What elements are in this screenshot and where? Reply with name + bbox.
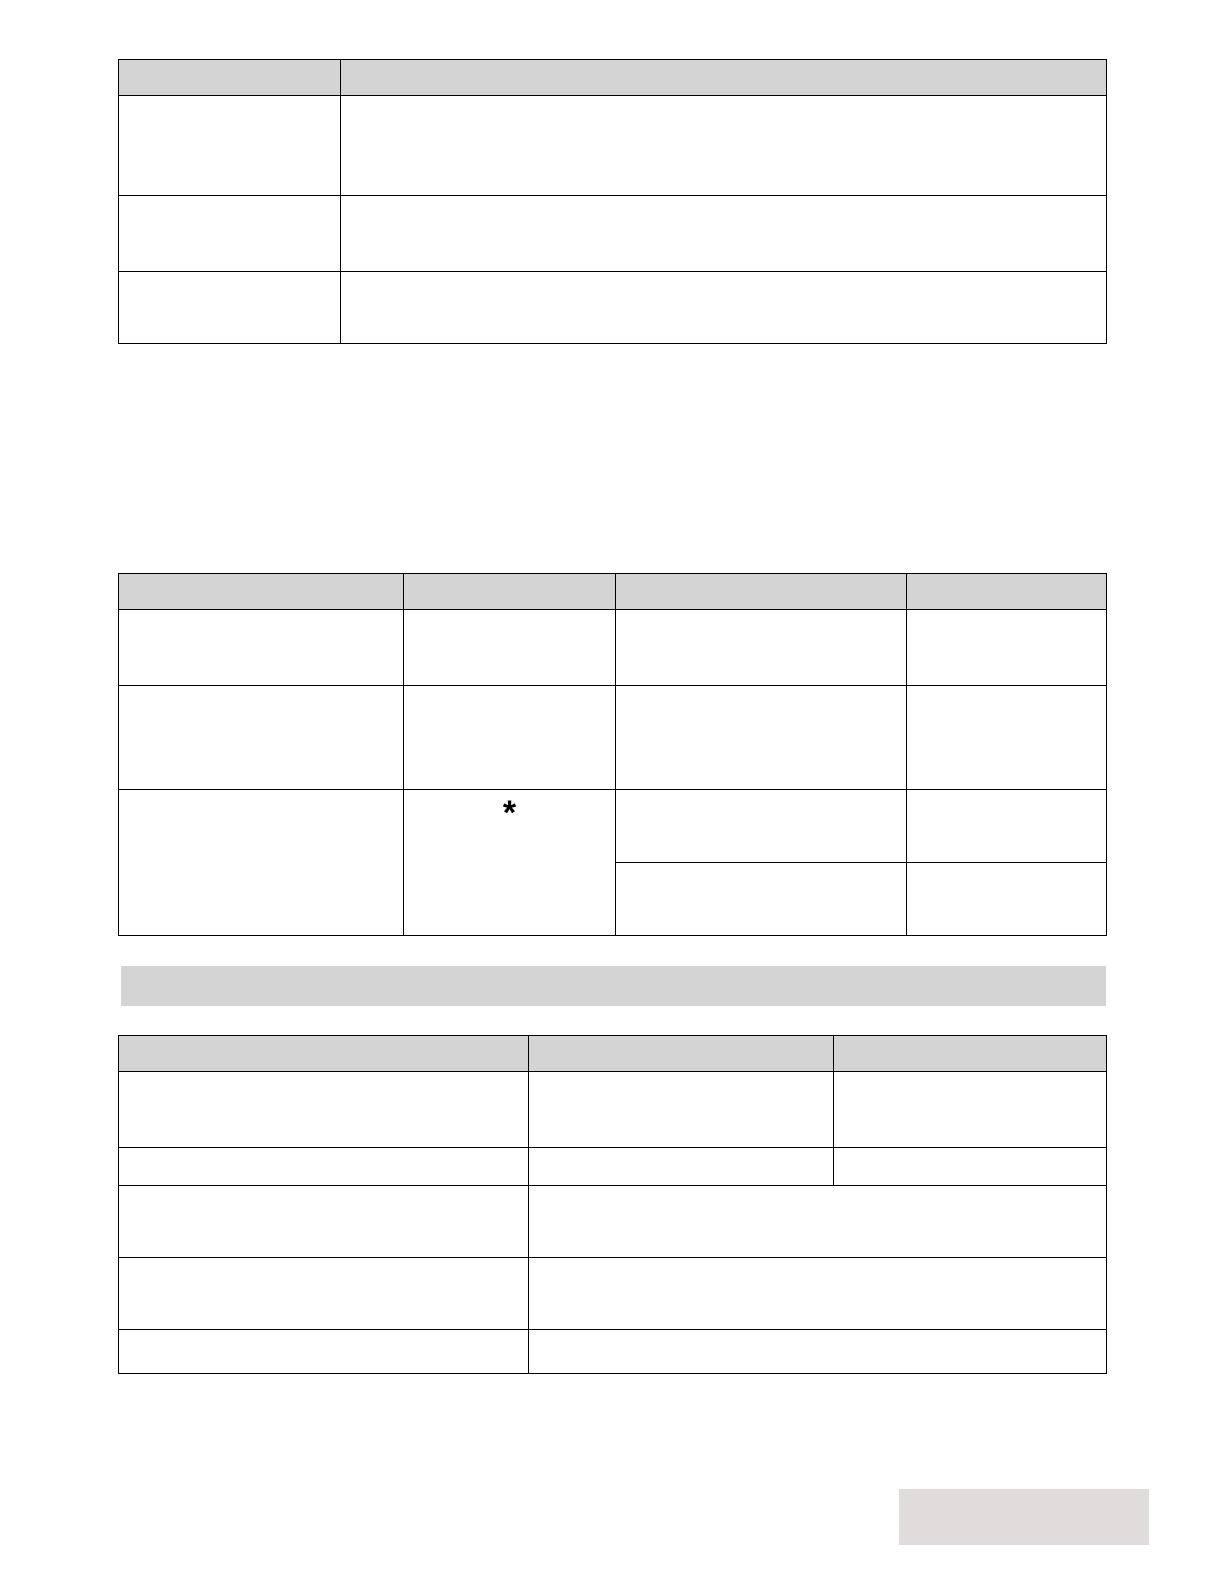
table-one-cell-r2c2	[341, 196, 1107, 272]
table-two-cell-r4c3	[616, 863, 907, 936]
table-three-cell-r1c2	[529, 1072, 834, 1148]
table-three-cell-r2c1	[119, 1148, 529, 1186]
table-two-header-cell-1	[119, 574, 404, 610]
table-row	[119, 196, 1107, 272]
table-three-header-cell-3	[834, 1036, 1107, 1072]
table-two-cell-r2c2	[404, 686, 616, 790]
table-two-cell-r2c4	[907, 686, 1107, 790]
table-three-cell-r5c1	[119, 1330, 529, 1374]
table-one-header-cell-1	[119, 60, 341, 96]
table-three-header-cell-2	[529, 1036, 834, 1072]
table-three-cell-r2c3	[834, 1148, 1107, 1186]
table-two-cell-asterisk	[404, 790, 616, 936]
table-two-cell-r3c1	[119, 790, 404, 936]
table-row	[119, 1072, 1107, 1148]
table-two-body	[119, 610, 1107, 936]
table-two-header	[119, 574, 1107, 610]
table-row	[119, 1148, 1107, 1186]
table-three-cell-r3c2	[529, 1186, 1107, 1258]
table-row	[119, 1330, 1107, 1374]
table-three-cell-r4c2	[529, 1258, 1107, 1330]
table-row	[119, 60, 1107, 96]
table-row	[119, 1036, 1107, 1072]
asterisk-icon: *	[502, 794, 517, 832]
table-three-body	[119, 1072, 1107, 1374]
table-three-cell-r5c2	[529, 1330, 1107, 1374]
table-row	[119, 1186, 1107, 1258]
table-three-cell-r2c2	[529, 1148, 834, 1186]
table-three-cell-r4c1	[119, 1258, 529, 1330]
table-row	[119, 1258, 1107, 1330]
table-one-header	[119, 60, 1107, 96]
table-two-cell-r1c4	[907, 610, 1107, 686]
table-two-cell-r3c4	[907, 790, 1107, 863]
table-one-cell-r2c1	[119, 196, 341, 272]
table-row	[119, 96, 1107, 196]
table-one-cell-r1c2	[341, 96, 1107, 196]
table-two-cell-r4c4	[907, 863, 1107, 936]
table-one	[118, 59, 1107, 344]
table-three-header	[119, 1036, 1107, 1072]
table-two-header-cell-4	[907, 574, 1107, 610]
table-two-cell-r2c3	[616, 686, 907, 790]
table-two-header-cell-3	[616, 574, 907, 610]
section-band	[121, 966, 1106, 1006]
table-row	[119, 574, 1107, 610]
table-three-cell-r1c1	[119, 1072, 529, 1148]
table-row	[119, 272, 1107, 344]
table-row	[119, 686, 1107, 790]
table-one-header-cell-2	[341, 60, 1107, 96]
table-two-cell-r2c1	[119, 686, 404, 790]
table-row	[119, 610, 1107, 686]
table-two-header-cell-2	[404, 574, 616, 610]
table-one-cell-r3c1	[119, 272, 341, 344]
table-three-cell-r3c1	[119, 1186, 529, 1258]
table-one-cell-r1c1	[119, 96, 341, 196]
table-two-cell-r1c2	[404, 610, 616, 686]
table-one-body	[119, 96, 1107, 344]
table-two-cell-r3c3	[616, 790, 907, 863]
table-two-cell-r1c3	[616, 610, 907, 686]
table-two	[118, 573, 1107, 936]
table-two-cell-r1c1	[119, 610, 404, 686]
table-three-header-cell-1	[119, 1036, 529, 1072]
table-three	[118, 1035, 1107, 1374]
footer-block	[899, 1489, 1149, 1545]
table-three-cell-r1c3	[834, 1072, 1107, 1148]
table-row	[119, 790, 1107, 863]
table-one-cell-r3c2	[341, 272, 1107, 344]
